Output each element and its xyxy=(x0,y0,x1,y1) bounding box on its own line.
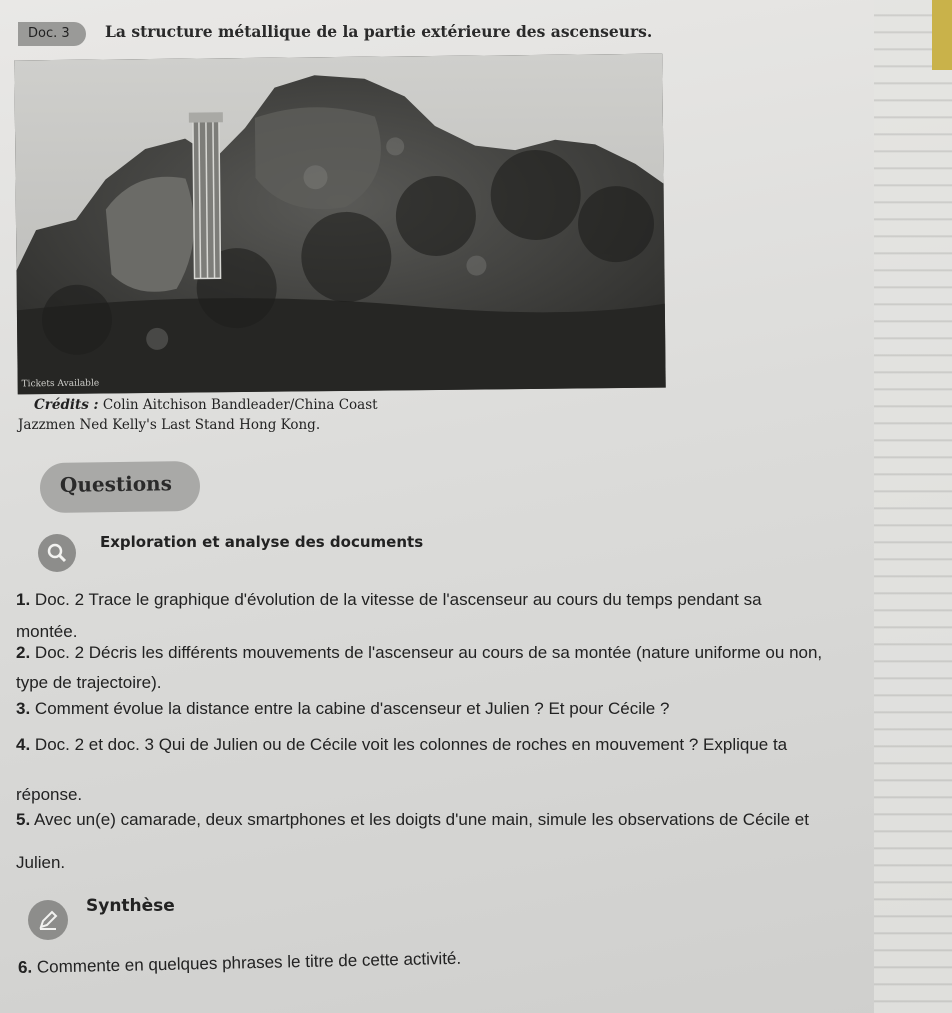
question-2-cont: type de trajectoire). xyxy=(16,673,162,692)
question-1 xyxy=(16,590,762,610)
question-5-text: Avec un(e) camarade, deux smartphones et les doigts d'une main, simule les observations de Cécile et xyxy=(33,810,809,829)
question-3-number: 3. xyxy=(16,699,31,718)
pencil-icon xyxy=(28,900,68,940)
photo-caption: Jazzmen Ned Kelly's Last Stand Hong Kong. xyxy=(18,417,321,433)
adjacent-page-edges xyxy=(874,0,952,1013)
question-6 xyxy=(18,949,462,978)
question-3-text: Comment évolue la distance entre la cabine d'ascenseur et Julien ? Et pour Cécile ? xyxy=(34,699,670,718)
question-5-number: 5. xyxy=(16,810,31,829)
question-2-text: Doc. 2 Décris les différents mouvements de l'ascenseur au cours de sa montée (nature uniforme ou non, xyxy=(34,643,823,662)
question-4-text: Doc. 2 et doc. 3 Qui de Julien ou de Cécile voit les colonnes de roches en mouvement ? Explique ta xyxy=(34,735,788,754)
question-1-text: Doc. 2 Trace le graphique d'évolution de la vitesse de l'ascenseur au cours du temps pendant sa xyxy=(34,590,762,609)
question-6-text: Commente en quelques phrases le titre de cette activité. xyxy=(36,948,462,977)
photo-credits xyxy=(34,397,378,413)
doc-title: La structure métallique de la partie extérieure des ascenseurs. xyxy=(105,22,653,41)
question-2 xyxy=(16,643,822,663)
question-3 xyxy=(16,699,669,719)
section-exploration-title: Exploration et analyse des documents xyxy=(100,533,424,551)
credits-text: Colin Aitchison Bandleader/China Coast xyxy=(102,397,378,413)
questions-heading-label: Questions xyxy=(59,471,173,497)
question-5-cont: Julien. xyxy=(16,853,66,872)
photo-watermark: Tickets Available xyxy=(21,378,100,390)
question-5 xyxy=(16,810,809,830)
magnifier-icon xyxy=(38,534,76,572)
question-4-cont: réponse. xyxy=(16,785,83,804)
credits-label: Crédits : xyxy=(34,397,99,413)
question-2-number: 2. xyxy=(16,643,31,662)
elevator-photo xyxy=(14,54,665,395)
section-synthese-title: Synthèse xyxy=(86,896,175,916)
question-1-number: 1. xyxy=(16,590,31,609)
adjacent-page-tab xyxy=(932,0,952,70)
questions-heading xyxy=(40,461,201,513)
doc-label: Doc. 3 xyxy=(18,22,86,46)
question-4 xyxy=(16,735,787,755)
question-4-number: 4. xyxy=(16,735,31,754)
question-6-number: 6. xyxy=(17,957,33,977)
question-1-cont: montée. xyxy=(16,622,78,641)
